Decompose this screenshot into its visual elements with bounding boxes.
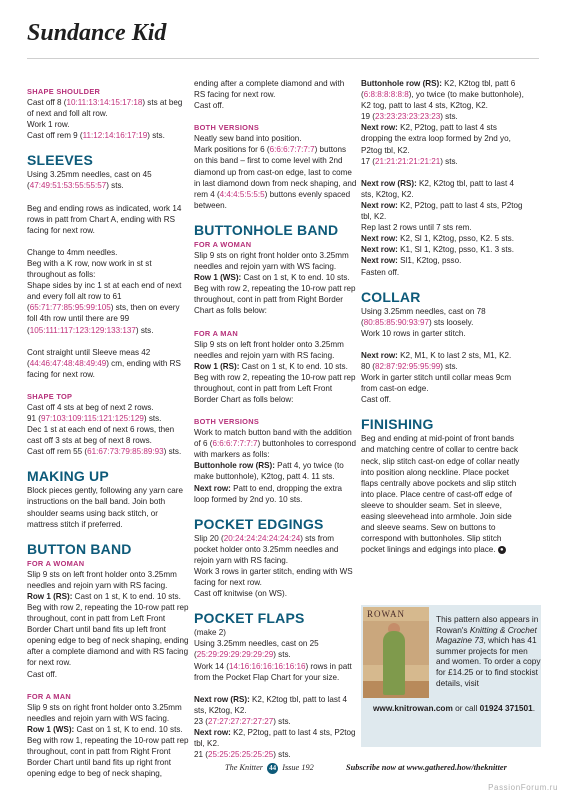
promo-contact: www.knitrowan.com or call 01924 371501. xyxy=(372,703,536,713)
title-divider xyxy=(27,58,539,59)
paragraph: Slip 9 sts on left front holder onto 3.25mm needles and rejoin yarn with RS facing. Row 1 (RS): Cast on 1 st, K to end. 10 sts. Beg with row 2, repeating the 10-row patt rep throughout, cont in patt from Left Front Border Chart as folls below: xyxy=(194,339,356,404)
section-heading: POCKET FLAPS xyxy=(194,610,305,627)
section-subheading: FOR A MAN xyxy=(194,328,239,338)
promo-text: This pattern also appears in Rowan's Knitting & Crochet Magazine 73, which has 41 summer projects for men and women. To order a copy for £14.25 or to find stockist details, visit xyxy=(436,614,541,688)
section-heading: SLEEVES xyxy=(27,152,93,169)
paragraph: Beg and ending rows as indicated, work 14 rows in patt from Chart A, ending with RS facing for next row. xyxy=(27,203,182,235)
paragraph: Cont straight until Sleeve meas 42 (44:46:47:48:48:49:49) cm, ending with RS facing for next row. xyxy=(27,347,181,379)
paragraph: Block pieces gently, following any yarn care instructions on the ball band. Join both shoulder seams using back stitch, or mattress stitch if preferred. xyxy=(27,486,183,529)
paragraph: Beg and ending at mid-point of front bands and matching centre of collar to centre back neck, slip stitch cast-on edge of collar neatly into position along neckline. Place pocket flaps centrally above pockets and slip stitch into place. Place centre of cast-off edge of sleeve to shoulder seam. Set in sleeve, easing sleevehead into armhole. Join side and sleeve seams. Sew on buttons to correspond with buttonholes. Slip stitch pocket linings and edgings into place. ● xyxy=(361,434,520,555)
watermark: PassionForum.ru xyxy=(488,783,558,792)
paragraph: (make 2) xyxy=(194,628,226,638)
rowan-logo: ROWAN xyxy=(367,609,405,619)
section-heading: FINISHING xyxy=(361,416,434,433)
section-subheading: BOTH VERSIONS xyxy=(194,123,260,133)
paragraph: Cast off 4 sts at beg of next 2 rows. 91 (97:103:109:115:121:125:129) sts. Dec 1 st at each end of next 6 rows, then cast off 3 sts at beg of next 8 rows. Cast off rem 55 (61:67:73:79:85:89:93) sts. xyxy=(27,402,182,457)
section-subheading: SHAPE SHOULDER xyxy=(27,87,101,96)
paragraph: Slip 9 sts on right front holder onto 3.25mm needles and rejoin yarn with WS facing. Row 1 (WS): Cast on 1 st, K to end. 10 sts. Beg with row 1, repeating the 10-row patt rep throughout, cont in patt from Right Front Border Chart until band fits up right front opening edge to beg of neck shaping, xyxy=(27,702,189,779)
paragraph: Cast off 8 (10:11:13:14:15:17:18) sts at beg of next and foll alt row. Work 1 row. Cast off rem 9 (11:12:14:16:17:19) sts. xyxy=(27,98,183,141)
paragraph: Slip 20 (20:24:24:24:24:24:24) sts from pocket holder onto 3.25mm needles and rejoin yarn with RS facing. Work 3 rows in garter stitch, ending with WS facing for next row. Cast off knitwise (on WS). xyxy=(194,533,353,599)
paragraph: Neatly sew band into position. Mark positions for 6 (6:6:6:7:7:7:7) buttons on this band – first to come level with 2nd diamond up from cast-on edge, last to come in last diamond down from neck shaping, and rem 4 (4:4:4:5:5:5:5) buttons evenly spaced between. xyxy=(194,134,357,210)
promo-url-link[interactable]: www.knitrowan.com xyxy=(372,703,453,713)
paragraph: Slip 9 sts on right front holder onto 3.25mm needles and rejoin yarn with WS facing. Row 1 (WS): Cast on 1 st, K to end. 10 sts. Beg with row 2, repeating the 10-row patt rep throughout, cont in patt from Right Border Chart as folls below: xyxy=(194,250,356,316)
end-mark-icon: ● xyxy=(498,546,506,554)
paragraph: Buttonhole row (RS): K2, K2tog tbl, patt 6 (6:8:8:8:8:8:8), yo twice (to make buttonhole), K2 tog, patt to last 4 sts, K2tog, K2. 19 (23:23:23:23:23:23) sts. Next row: K2, P2tog, patt to last 4 sts dropping the extra loop formed by 2nd yo, P2tog tbl, K2. 17 (21:21:21:21:21:21) sts. xyxy=(361,79,524,166)
section-heading: MAKING UP xyxy=(27,468,109,485)
paragraph: Next row: K2, M1, K to last 2 sts, M1, K2. 80 (82:87:92:95:95:99) sts. Work in garter stitch until collar meas 9cm from cast-on edge. Cast off. xyxy=(361,350,512,405)
section-heading: BUTTON BAND xyxy=(27,540,132,557)
section-subheading: FOR A WOMAN xyxy=(27,558,85,568)
paragraph: Work to match button band with the addition of 6 (6:6:6:7:7:7:7) buttonholes to correspond with markers as folls: Buttonhole row (RS): Patt 4, yo twice (to make buttonhole), K2tog, patt 4. 11 sts. Next row: Patt to end, dropping the extra loop formed by 2nd yo. 10 sts. xyxy=(194,428,357,504)
paragraph: Change to 4mm needles. Beg with a K row, now work in st st throughout as folls: Shape sides by inc 1 st at each end of next and every foll alt row to 61 (65:71:77:85:95:99:105) sts, then on every foll 4th row until there are 99 (105:111:117:123:129:133:137) sts. xyxy=(27,247,182,335)
paragraph: ending after a complete diamond and with RS facing for next row. Cast off. xyxy=(194,79,345,111)
column-1 xyxy=(27,86,190,779)
paragraph: Slip 9 sts on left front holder onto 3.25mm needles and rejoin yarn with RS facing. Row 1 (RS): Cast on 1 st, K to end. 10 sts. Beg with row 2, repeating the 10-row patt rep throughout, cont in patt from Left Front Border Chart until band fits up left front opening edge to beg of neck shaping, ending after a complete diamond and with RS facing for next row. Cast off. xyxy=(27,569,189,679)
page-title: Sundance Kid xyxy=(27,20,167,46)
section-heading: POCKET EDGINGS xyxy=(194,515,324,532)
section-heading: BUTTONHOLE BAND xyxy=(194,221,339,238)
paragraph: Using 3.25mm needles, cast on 45 (47:49:51:53:55:55:57) sts. xyxy=(27,170,152,191)
paragraph: Next row (RS): K2, K2tog tbl, patt to last 4 sts, K2tog, K2. Next row: K2, P2tog, patt to last 4 sts, P2tog tbl, K2. Rep last 2 rows until 7 sts rem. Next row: K2, Sl 1, K2tog, psso, K2. 5 sts. Next row: K1, Sl 1, K2tog, psso, K1. 3 sts. Next row: Sl1, K2tog, psso. Fasten off. xyxy=(361,178,523,277)
column-3 xyxy=(361,78,524,566)
magazine-cover-image xyxy=(363,607,429,698)
section-subheading: SHAPE TOP xyxy=(27,391,73,401)
section-subheading: FOR A WOMAN xyxy=(194,239,252,249)
footer-subscribe-link[interactable]: Subscribe now at www.gathered.how/theknitter xyxy=(346,763,507,772)
section-subheading: FOR A MAN xyxy=(27,691,72,701)
paragraph: Next row (RS): K2, K2tog tbl, patt to last 4 sts, K2tog, K2. 23 (27:27:27:27:27:27) sts. Next row: K2, P2tog, patt to last 4 sts, P2tog tbl, K2. 21 (25:25:25:25:25:25) sts. xyxy=(194,694,356,760)
promo-phone: 01924 371501 xyxy=(479,703,533,713)
paragraph: Using 3.25mm needles, cast on 78 (80:85:85:90:93:97) sts loosely. Work 10 rows in garter stitch. xyxy=(361,306,486,338)
footer-issue: The Knitter 44 Issue 192 xyxy=(225,763,314,772)
column-2 xyxy=(194,78,357,760)
section-heading: COLLAR xyxy=(361,288,421,305)
paragraph: Using 3.25mm needles, cast on 25 (25:29:29:29:29:29:29) sts. Work 14 (14:16:16:16:16:16:16) rows in patt from the Pocket Flap Chart for your size. xyxy=(194,639,352,682)
section-subheading: BOTH VERSIONS xyxy=(194,417,260,427)
page-number-badge: 44 xyxy=(269,764,277,772)
